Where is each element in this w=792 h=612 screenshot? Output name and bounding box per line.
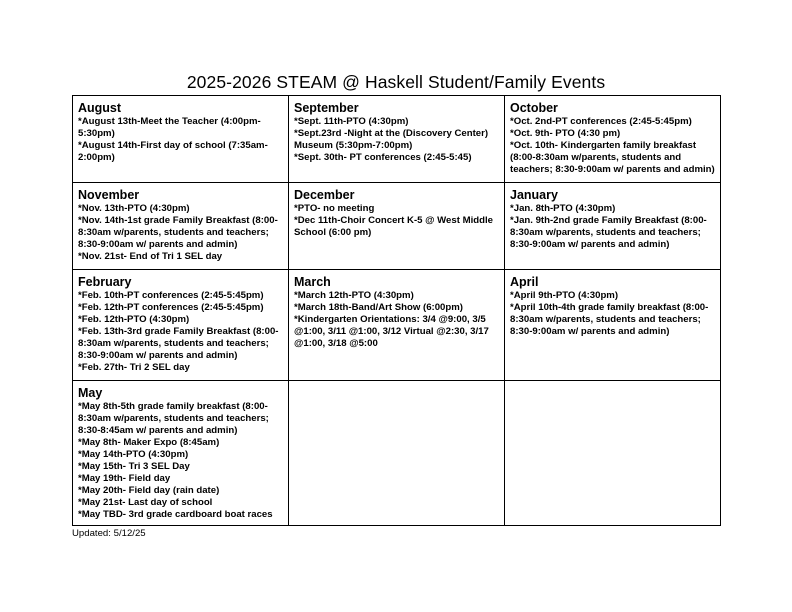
month-name: September [294, 101, 359, 115]
month-name: December [294, 188, 355, 202]
event-line: *Sept.23rd -Night at the (Discovery Center) Museum (5:30pm-7:00pm) [294, 128, 489, 151]
month-cell-march [289, 270, 505, 381]
event-line: *May 8th-5th grade family breakfast (8:00-8:30am w/parents, students and teachers; 8:30-8:45am w/ parents and admin) [78, 401, 269, 436]
month-cell-august [73, 96, 289, 183]
table-row [73, 381, 721, 526]
month-cell-april [505, 270, 721, 381]
event-line: *May 21st- Last day of school [78, 497, 213, 508]
event-line: *Nov. 13th-PTO (4:30pm) [78, 203, 190, 214]
month-name: January [510, 188, 558, 202]
table-row [73, 96, 721, 183]
event-line: *March 18th-Band/Art Show (6:00pm) [294, 302, 463, 313]
event-line: *April 9th-PTO (4:30pm) [510, 290, 619, 301]
month-cell-january [505, 183, 721, 270]
month-name: October [510, 101, 558, 115]
updated-date: Updated: 5/12/25 [72, 528, 146, 539]
table-row [73, 270, 721, 381]
month-cell-may [73, 381, 289, 526]
event-line: *Oct. 9th- PTO (4:30 pm) [510, 128, 621, 139]
month-name: April [510, 275, 539, 289]
event-line: *PTO- no meeting [294, 203, 375, 214]
event-line: *August 13th-Meet the Teacher (4:00pm-5:30pm) [78, 116, 261, 139]
event-line: *Jan. 9th-2nd grade Family Breakfast (8:00-8:30am w/parents, students and teachers; 8:30-9:00am w/ parents and admin) [510, 215, 707, 250]
event-line: *Oct. 2nd-PT conferences (2:45-5:45pm) [510, 116, 692, 127]
event-line: *March 12th-PTO (4:30pm) [294, 290, 414, 301]
month-name: February [78, 275, 132, 289]
event-line: *Kindergarten Orientations: 3/4 @9:00, 3/5 @1:00, 3/11 @1:00, 3/12 Virtual @2:30, 3/17 @1:00, 3/18 @5:00 [294, 314, 489, 349]
event-line: *May 14th-PTO (4:30pm) [78, 449, 189, 460]
event-line: *Feb. 13th-3rd grade Family Breakfast (8:00-8:30am w/parents, students and teachers; 8:30-9:00am w/ parents and admin) [78, 326, 279, 361]
event-line: *Nov. 21st- End of Tri 1 SEL day [78, 251, 223, 262]
event-line: *Sept. 30th- PT conferences (2:45-5:45) [294, 152, 472, 163]
event-line: *May TBD- 3rd grade cardboard boat races [78, 509, 273, 520]
month-cell-november [73, 183, 289, 270]
month-name: March [294, 275, 331, 289]
event-line: *May 8th- Maker Expo (8:45am) [78, 437, 220, 448]
event-line: *Sept. 11th-PTO (4:30pm) [294, 116, 409, 127]
month-cell-september [289, 96, 505, 183]
event-line: *May 20th- Field day (rain date) [78, 485, 220, 496]
event-line: *Nov. 14th-1st grade Family Breakfast (8:00-8:30am w/parents, students and teachers; 8:30-9:00am w/ parents and admin) [78, 215, 278, 250]
month-name: November [78, 188, 140, 202]
event-line: *August 14th-First day of school (7:35am-2:00pm) [78, 140, 268, 163]
event-line: *Feb. 10th-PT conferences (2:45-5:45pm) [78, 290, 264, 301]
event-line: *May 19th- Field day [78, 473, 171, 484]
event-line: *Feb. 12th-PTO (4:30pm) [78, 314, 190, 325]
event-line: *Oct. 10th- Kindergarten family breakfast (8:00-8:30am w/parents, students and teachers; 8:30-9:00am w/ parents and admin) [510, 140, 715, 175]
event-line: *April 10th-4th grade family breakfast (8:00-8:30am w/parents, students and teachers; 8:30-9:00am w/ parents and admin) [510, 302, 709, 337]
events-calendar-table [72, 95, 721, 526]
page-title: 2025-2026 STEAM @ Haskell Student/Family Events [186, 72, 606, 92]
month-cell-october [505, 96, 721, 183]
event-line: *Dec 11th-Choir Concert K-5 @ West Middle School (6:00 pm) [294, 215, 493, 238]
table-row [73, 183, 721, 270]
event-line: *Jan. 8th-PTO (4:30pm) [510, 203, 616, 214]
month-name: May [78, 386, 103, 400]
event-line: *Feb. 27th- Tri 2 SEL day [78, 362, 190, 373]
event-line: *May 15th- Tri 3 SEL Day [78, 461, 190, 472]
event-line: *Feb. 12th-PT conferences (2:45-5:45pm) [78, 302, 264, 313]
empty-cell [289, 381, 505, 526]
month-name: August [78, 101, 122, 115]
month-cell-february [73, 270, 289, 381]
empty-cell [505, 381, 721, 526]
month-cell-december [289, 183, 505, 270]
